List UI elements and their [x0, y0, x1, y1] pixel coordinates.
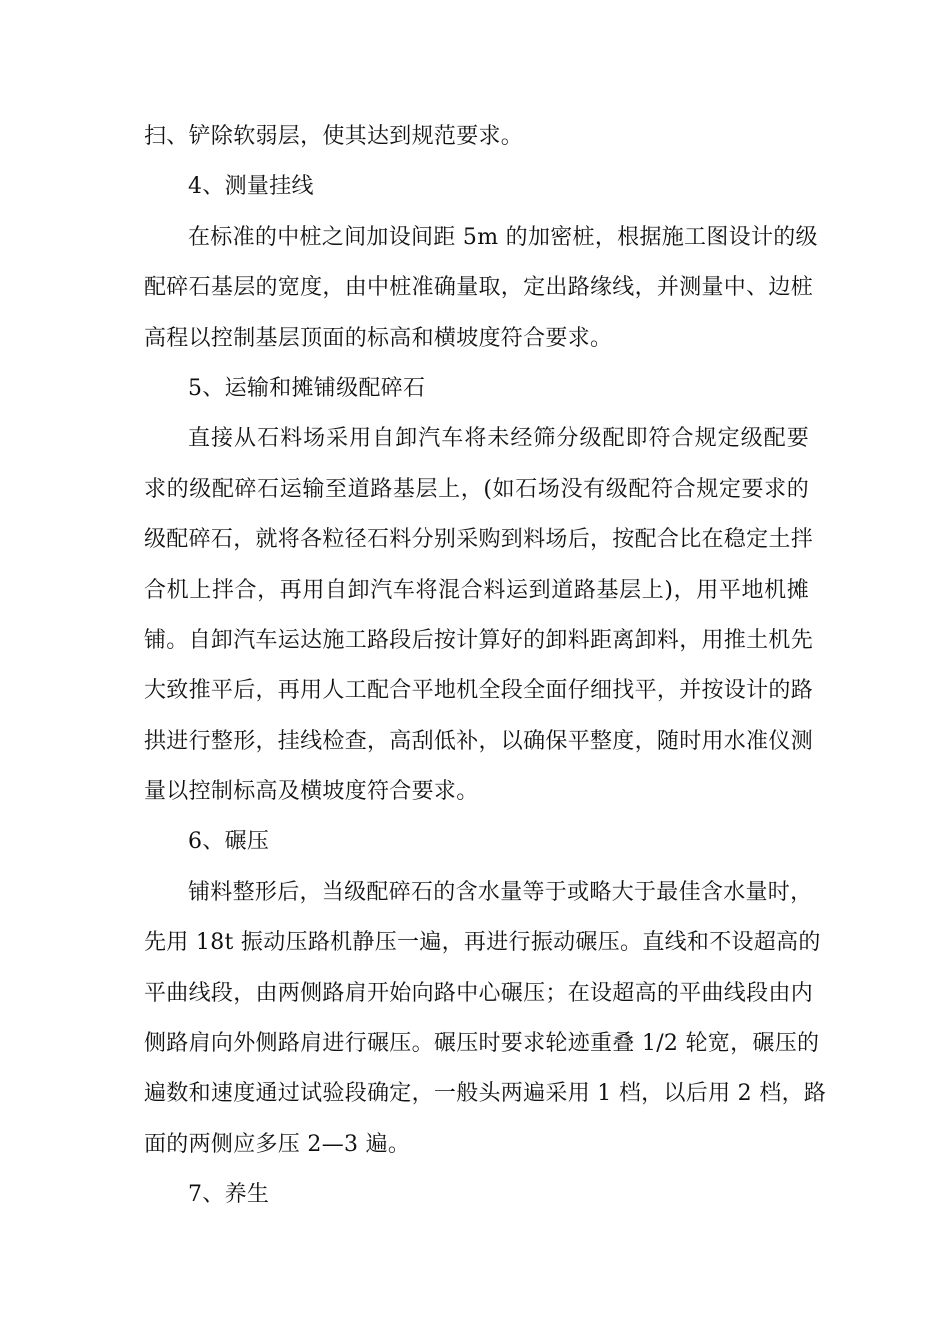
paragraph-line: 侧路肩向外侧路肩进行碾压。碾压时要求轮迹重叠 1/2 轮宽，碾压的	[144, 1031, 820, 1057]
paragraph-line: 在标准的中桩之间加设间距 5m 的加密桩，根据施工图设计的级	[188, 224, 818, 250]
paragraph-line: 配碎石基层的宽度，由中桩准确量取，定出路缘线，并测量中、边桩	[144, 275, 814, 301]
paragraph-line: 大致推平后，再用人工配合平地机全段全面仔细找平，并按设计的路	[144, 678, 814, 704]
paragraph-line: 铺料整形后，当级配碎石的含水量等于或略大于最佳含水量时，	[188, 879, 813, 905]
section-heading-4: 4、测量挂线	[188, 174, 314, 200]
section-heading-6: 6、碾压	[188, 829, 270, 855]
paragraph-line: 铺。自卸汽车运达施工路段后按计算好的卸料距离卸料，用推土机先	[144, 627, 814, 653]
paragraph-line: 求的级配碎石运输至道路基层上，(如石场没有级配符合规定要求的	[144, 476, 809, 502]
paragraph-line: 级配碎石，就将各粒径石料分别采购到料场后，按配合比在稳定土拌	[144, 527, 814, 553]
paragraph-line: 高程以控制基层顶面的标高和横坡度符合要求。	[144, 325, 613, 351]
document-body	[144, 112, 827, 1221]
paragraph-line: 合机上拌合，再用自卸汽车将混合料运到道路基层上)，用平地机摊	[144, 577, 809, 603]
paragraph-line: 面的两侧应多压 2—3 遍。	[144, 1131, 411, 1157]
paragraph-line: 遍数和速度通过试验段确定，一般头两遍采用 1 档，以后用 2 档，路	[144, 1081, 827, 1107]
text-line-continuation: 扫、铲除软弱层，使其达到规范要求。	[144, 124, 524, 149]
paragraph-line: 平曲线段，由两侧路肩开始向路中心碾压；在设超高的平曲线段由内	[144, 980, 814, 1006]
paragraph-line: 先用 18t 振动压路机静压一遍，再进行振动碾压。直线和不设超高的	[144, 930, 821, 956]
section-heading-7: 7、养生	[188, 1182, 270, 1208]
paragraph-line: 拱进行整形，挂线检查，高刮低补，以确保平整度，随时用水准仪测	[144, 728, 814, 754]
paragraph-line: 直接从石料场采用自卸汽车将未经筛分级配即符合规定级配要	[188, 426, 809, 452]
section-heading-5: 5、运输和摊铺级配碎石	[188, 375, 426, 401]
paragraph-line: 量以控制标高及横坡度符合要求。	[144, 779, 479, 805]
